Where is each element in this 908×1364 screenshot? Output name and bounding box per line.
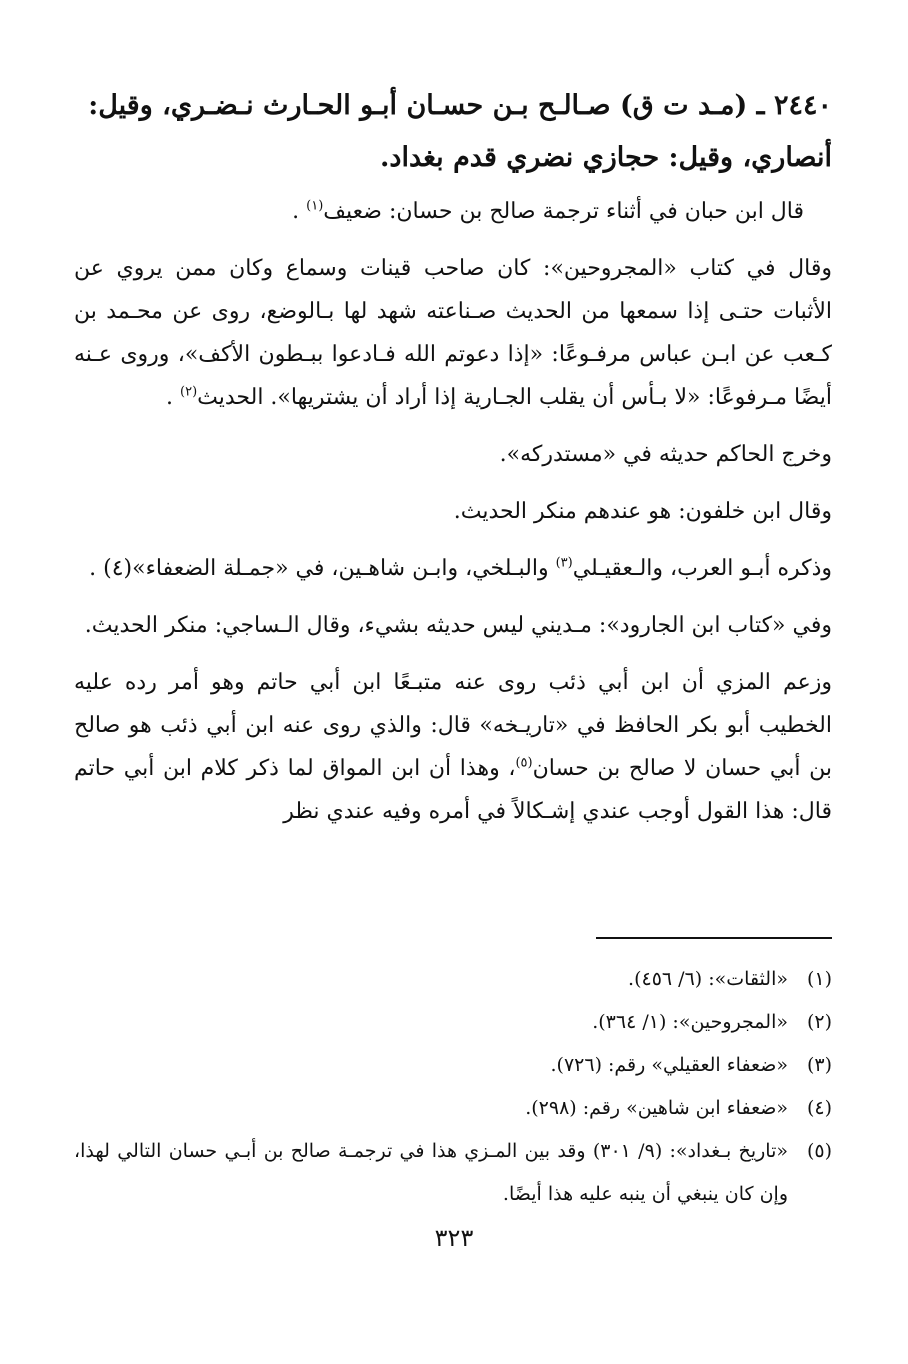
- footnote-4: [74, 1087, 832, 1130]
- heading-line-2: أنصاري، وقيل: حجازي نضري قدم بغداد.: [380, 142, 832, 173]
- footnote-text: «تاريخ بـغداد»: (٩/ ٣٠١) وقد بين المـزي هذا في ترجمـة صالح بن أبـي حسان التالي لهذا، وإن كان ينبغي أن ينبه عليه هذا أيضًا.: [74, 1140, 788, 1205]
- paragraph-abu-al-arab: وذكره أبـو العرب، والـعقيـلي$^{(٣)}$ والبـلخي، وابـن شاهـين، في «جمـلة الضعفاء»(٤) .: [89, 555, 832, 581]
- main-text: [74, 80, 832, 847]
- paragraph-ibn-khalfun: وقال ابن خلفون: هو عندهم منكر الحديث.: [453, 499, 832, 524]
- paragraph-mizzi: وزعم المزي أن ابن أبي ذئب روى عنه متبـعًا ابن أبي حاتم وهو أمر رده عليه الخطيب أبو بكر الحافظ في «تاريـخه» قال: والذي روى عنه ابن أبي ذئب هو صالح بن أبي حسان لا صالح بن حسان$^{(٥)}$، وهذا أن ابن المواق لما ذكر كلام ابن أبي حاتم قال: هذا القول أوجب عندي إشـكالاً في أمره وفيه عندي نظر: [74, 670, 832, 824]
- footnote-3: [74, 1044, 832, 1087]
- footnote-text: «المجروحين»: (١/ ٣٦٤).: [592, 1011, 788, 1033]
- footnote-number: (٢): [806, 1011, 832, 1033]
- paragraph-ibn-hibban: قال ابن حبان في أثناء ترجمة صالح بن حسان: ضعيف$^{(١)}$ .: [292, 198, 804, 224]
- heading-line-1: ٢٤٤٠ ـ (مـد ت ق) صـالـح بـن حسـان أبـو الحـارث نـضـري، وقيل:: [88, 90, 832, 121]
- footnote-text: «ضعفاء ابن شاهين» رقم: (٢٩٨).: [525, 1097, 788, 1119]
- page-number: ٣٢٣: [434, 1224, 474, 1252]
- footnote-1: [74, 958, 832, 1001]
- entry-heading: [74, 80, 832, 184]
- footnote-ref-5[interactable]: (٥): [515, 755, 533, 771]
- footnote-number: (١): [806, 968, 832, 990]
- footnote-number: (٥): [806, 1140, 832, 1162]
- footnote-ref-1[interactable]: (١): [306, 198, 324, 214]
- footnote-text: «الثقات»: (٦/ ٤٥٦).: [628, 968, 788, 990]
- footnote-number: (٣): [806, 1054, 832, 1076]
- footnote-divider: [596, 937, 832, 939]
- paragraph-ibn-al-jarud: وفي «كتاب ابن الجارود»: مـديني ليس حديثه بشيء، وقال الـساجي: منكر الحديث.: [84, 613, 832, 638]
- footnote-2: [74, 1001, 832, 1044]
- paragraph-hakim: وخرج الحاكم حديثه في «مستدركه».: [499, 442, 832, 467]
- footnote-text: «ضعفاء العقيلي» رقم: (٧٢٦).: [550, 1054, 788, 1076]
- footnotes: [74, 958, 832, 1216]
- footnote-number: (٤): [806, 1097, 832, 1119]
- footnote-ref-2[interactable]: (٢): [180, 384, 198, 400]
- footnote-ref-3[interactable]: (٣): [555, 555, 573, 571]
- paragraph-majruhin: وقال في كتاب «المجروحين»: كان صاحب قينات وسماع وكان ممن يروي عن الأثبات حتـى إذا سمعها من الحديث صـناعته شهد لها بـالوضع، روى عن محـمد بن كـعب عن ابـن عباس مرفـوعًا: «إذا دعوتم الله فـادعوا ببـطون الأكف»، وروى عـنه أيضًا مـرفوعًا: «لا بـأس أن يقلب الجـارية إذا أراد أن يشتريها». الحديث$^{(٢)}$ .: [74, 256, 832, 410]
- footnote-5: [74, 1130, 832, 1216]
